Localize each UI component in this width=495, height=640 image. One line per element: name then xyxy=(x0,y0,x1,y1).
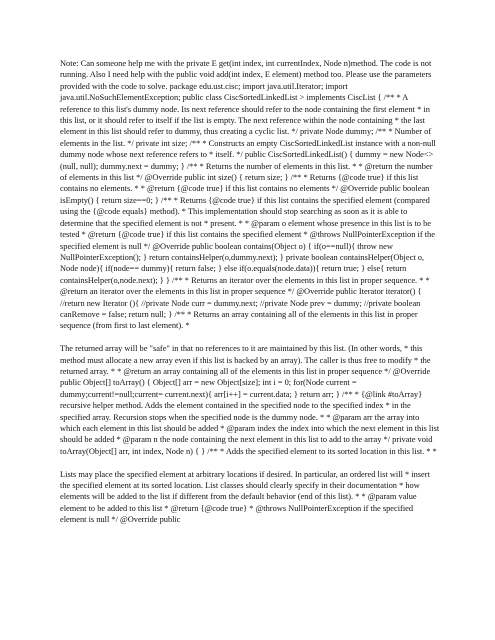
paragraph: The returned array will be "safe" in that no references to it are maintained by this list. (In other words, * this method must allocate a new array even if this list is backed by an array). The caller is thus free to modify * the returned array. * * @return an array containing all of the elements in this list in proper sequence */ @Override public Object[] toArray() { Object[] arr = new Object[size]; int i = 0; for(Node current = dummy;current!=null;current= current.next){ arr[i++] = current.data; } return arr; } /** * {@link #toArray} recursive helper method. Adds the element contained in the specified node to the specified index * in the specified array. Recursion stops when the specified node is the dummy node. * * @param arr the array into which each element in this list should be added * @param index the index into which the next element in this list should be added * @param n the node containing the next element in this list to add to the array */ private void toArray(Object[] arr, int index, Node n) { } /** * Adds the specified element to its sorted location in this list. * * xyxy=(60,344,440,456)
document-body xyxy=(60,58,440,537)
paragraph: Lists may place the specified element at arbitrary locations if desired. In particular, an ordered list will * insert the specified element at its sorted location. List classes should clearly specify in their documentation * how elements will be added to the list if different from the default behavior (end of this list). * * @param value element to be added to this list * @return {@code true} * @throws NullPointerException if the specified element is null */ @Override public xyxy=(60,469,430,525)
paragraph: Note: Can someone help me with the private E get(int index, int currentIndex, Node n)method. The code is not running. Also I need help with the public void add(int index, E element) method too. Please use the parameters provided with the code to solve. package edu.ust.cisc; import java.util.Iterator; import java.util.NoSuchElementException; public class CiscSortedLinkedList > implements CiscList { /** * A reference to this list's dummy node. Its next reference should refer to the node containing the first element * in this list, or it should refer to itself if the list is empty. The next reference within the node containing * the last element in this list should refer to dummy, thus creating a cyclic list. */ private Node dummy; /** * Number of elements in the list. */ private int size; /** * Constructs an empty CiscSortedLinkedList instance with a non-null dummy node whose next reference refers to * itself. */ public CiscSortedLinkedList() { dummy = new Node<>(null, null); dummy.next = dummy; } /** * Returns the number of elements in this list. * * @return the number of elements in this list */ @Override public int size() { return size; } /** * Returns {@code true} if this list contains no elements. * * @return {@code true} if this list contains no elements */ @Override public boolean isEmpty() { return size==0; } /** * Returns {@code true} if this list contains the specified element (compared using the {@code equals} method). * This implementation should stop searching as soon as it is able to determine that the specified element is not * present. * * @param o element whose presence in this list is to be tested * @return {@code true} if this list contains the specified element * @throws NullPointerException if the specified element is null */ @Override public boolean contains(Object o) { if(o==null){ throw new NullPointerException(); } return containsHelper(o,dummy.next); } private boolean containsHelper(Object o, Node node){ if(node== dummy){ return false; } else if(o.equals(node.data)){ return true; } else{ return containsHelper(o,node.next); } } /** * Returns an iterator over the elements in this list in proper sequence. * * @return an iterator over the elements in this list in proper sequence */ @Override public Iterator iterator() { //return new Iterator (){ //private Node curr = dummy.next; //private Node prev = dummy; //private boolean canRemove = false; return null; } /** * Returns an array containing all of the elements in this list in proper sequence (from first to last element). * xyxy=(60,59,436,331)
